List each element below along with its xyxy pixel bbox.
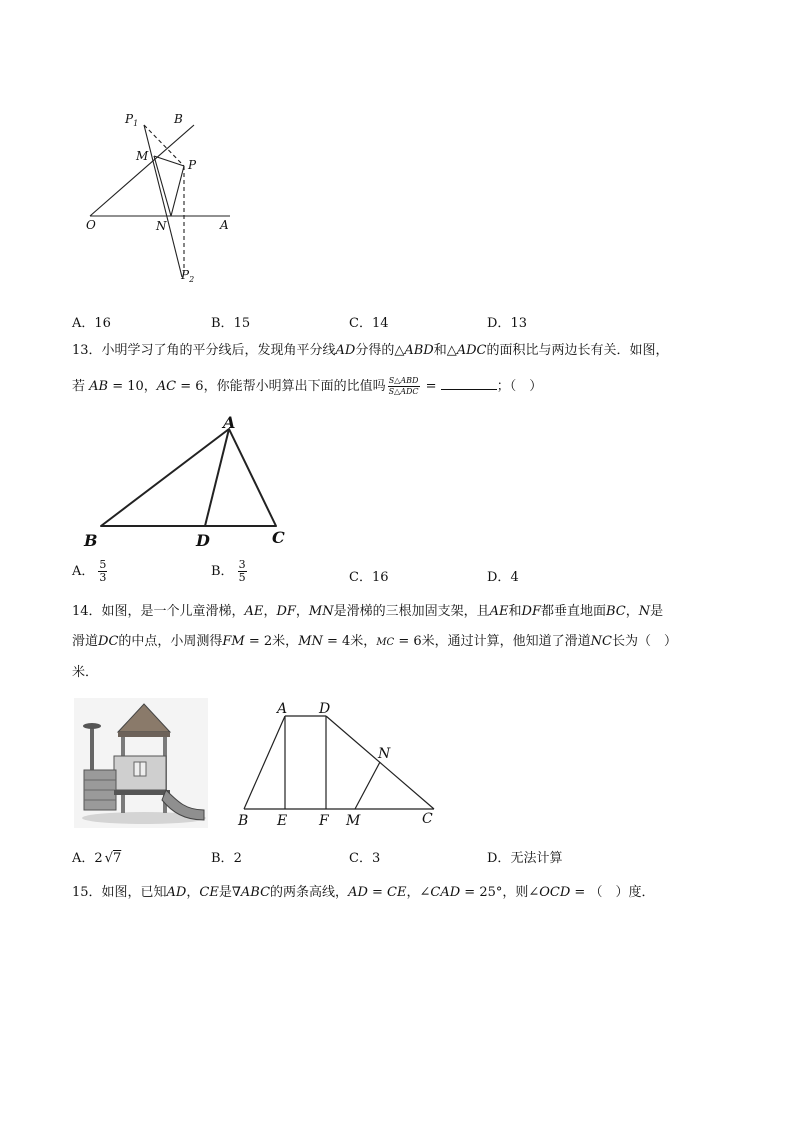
label-o: O	[86, 218, 96, 232]
q13-option-c[interactable]: C．16	[349, 570, 389, 585]
label-p2: $P_2$	[181, 268, 195, 284]
q15-line-1: 15．如图，已知AD，CE是∇ABC的两条高线，AD = CE，∠CAD = 25°，则∠OCD = （ ）度．	[72, 885, 655, 900]
q14-figure	[232, 697, 444, 829]
label-b: B	[174, 112, 183, 126]
label-m: M	[346, 813, 361, 829]
q13-figure	[78, 410, 298, 550]
area-ratio-fraction: $\frac{\text{S△ABD}}{\text{S△ADC}}$	[388, 376, 419, 396]
q14-line-2: 滑道DC的中点，小周测得FM = 2米，MN = 4米，MC = 6米，通过计算，他知道了滑道NC长为（ ）	[72, 634, 677, 649]
label-p: P	[188, 158, 197, 172]
segment-n-p	[171, 166, 184, 216]
q12-figure	[80, 105, 250, 295]
label-p1: $P_1$	[125, 112, 139, 128]
segment-ab	[244, 716, 285, 809]
q13-line-1: 13．小明学习了角的平分线后，发现角平分线AD分得的△ABD和△ADC的面积比与两边长有关．如图，	[72, 343, 669, 358]
label-c: C	[272, 528, 285, 547]
slide-illustration	[74, 698, 208, 828]
q14-line-1: 14．如图，是一个儿童滑梯，AE，DF，MN是滑梯的三根加固支架，且AE和DF都垂直地面BC，N是	[72, 604, 664, 619]
q13-option-b[interactable]: B． $\frac{3}{5}$	[211, 558, 246, 584]
q14-option-c[interactable]: C．3	[349, 851, 381, 866]
label-a: A	[277, 701, 288, 717]
q13-line-2: 若 AB = 10，AC = 6，你能帮小明算出下面的比值吗 $\frac{\text{S△ABD}}{\text{S△ADC}}$ = ；（ ）	[72, 376, 543, 396]
label-a: A	[220, 218, 229, 232]
triangle-abc	[101, 429, 276, 526]
label-b: B	[84, 531, 98, 550]
q14-line-3: 米．	[72, 665, 99, 680]
segment-m-n	[154, 156, 171, 216]
q13-option-a[interactable]: A． $\frac{5}{3}$	[72, 558, 107, 584]
label-a: A	[223, 413, 236, 432]
answer-blank[interactable]	[441, 377, 497, 390]
label-e: E	[277, 813, 288, 829]
q14-option-d[interactable]: D．无法计算	[487, 851, 563, 866]
label-d: D	[196, 531, 210, 550]
q12-option-a[interactable]: A．16	[72, 316, 111, 331]
label-c: C	[422, 811, 433, 827]
label-m: M	[136, 149, 149, 163]
q12-option-b[interactable]: B．15	[211, 316, 251, 331]
label-n: N	[378, 746, 391, 762]
segment-p1-p2	[144, 125, 182, 277]
label-n: N	[156, 219, 167, 233]
q14-option-a[interactable]: A．2 √7	[72, 851, 122, 866]
ray-ob	[90, 125, 194, 216]
label-d: D	[319, 701, 331, 717]
q13-option-d[interactable]: D．4	[487, 570, 519, 585]
q12-option-c[interactable]: C．14	[349, 316, 389, 331]
support-mn	[355, 762, 380, 809]
label-b: B	[238, 813, 249, 829]
q14-option-b[interactable]: B．2	[211, 851, 242, 866]
label-f: F	[319, 813, 329, 829]
q12-option-d[interactable]: D．13	[487, 316, 527, 331]
